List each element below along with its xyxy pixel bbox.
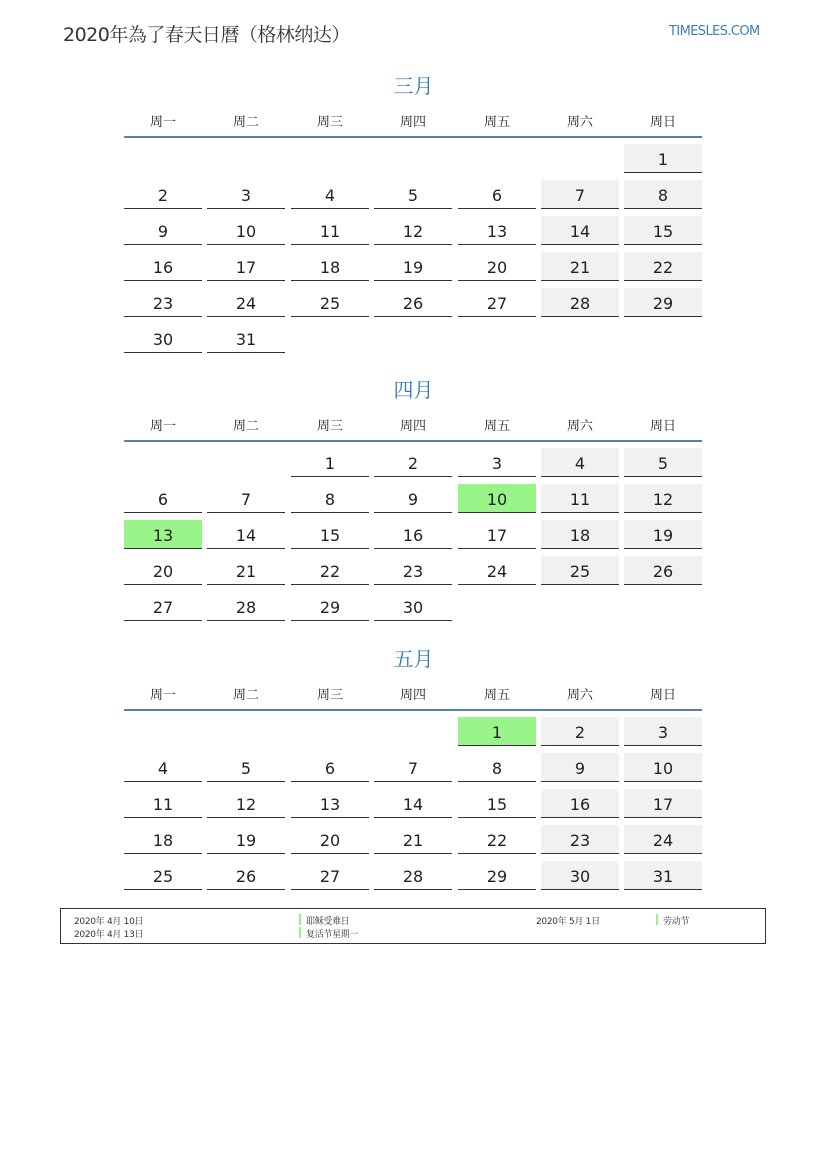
weekday-header: 周一 xyxy=(149,419,176,434)
day-cell: 29 xyxy=(624,288,702,317)
legend-holiday-name: 劳动节 xyxy=(656,914,689,927)
day-cell: 15 xyxy=(624,216,702,245)
day-cell: 19 xyxy=(374,252,452,281)
day-cell: 12 xyxy=(374,216,452,245)
header-rule xyxy=(124,136,702,138)
day-cell: 25 xyxy=(291,288,369,317)
day-cell: 20 xyxy=(458,252,536,281)
day-cell: 1 xyxy=(458,717,536,746)
weekday-header: 周三 xyxy=(316,688,343,703)
day-cell: 16 xyxy=(541,789,619,818)
day-cell: 4 xyxy=(541,448,619,477)
day-cell: 31 xyxy=(624,861,702,890)
day-cell: 28 xyxy=(374,861,452,890)
holiday-legend xyxy=(60,908,766,944)
day-cell: 24 xyxy=(207,288,285,317)
day-cell: 3 xyxy=(207,180,285,209)
day-cell: 15 xyxy=(458,789,536,818)
weekday-header: 周六 xyxy=(566,115,593,130)
day-cell: 26 xyxy=(207,861,285,890)
weekday-header: 周四 xyxy=(399,115,426,130)
legend-holiday-name: 耶稣受难日 xyxy=(299,914,350,927)
day-cell: 22 xyxy=(624,252,702,281)
site-link[interactable]: TIMESLES.COM xyxy=(669,24,760,39)
legend-date: 2020年 4月 10日 xyxy=(74,917,144,927)
day-cell: 8 xyxy=(458,753,536,782)
day-cell: 30 xyxy=(541,861,619,890)
day-cell: 3 xyxy=(458,448,536,477)
weekday-header: 周三 xyxy=(316,115,343,130)
weekday-header: 周二 xyxy=(232,115,259,130)
day-cell: 17 xyxy=(624,789,702,818)
day-cell: 28 xyxy=(541,288,619,317)
day-cell: 21 xyxy=(374,825,452,854)
day-cell: 24 xyxy=(624,825,702,854)
day-cell: 5 xyxy=(207,753,285,782)
day-cell: 9 xyxy=(541,753,619,782)
header-rule xyxy=(124,440,702,442)
legend-holiday-name: 复活节星期一 xyxy=(299,927,358,940)
month-title: 五月 xyxy=(393,647,434,671)
day-cell: 9 xyxy=(124,216,202,245)
day-cell: 6 xyxy=(291,753,369,782)
day-cell: 18 xyxy=(291,252,369,281)
day-cell: 4 xyxy=(291,180,369,209)
day-cell: 5 xyxy=(374,180,452,209)
day-cell: 22 xyxy=(291,556,369,585)
day-cell: 28 xyxy=(207,592,285,621)
day-cell: 20 xyxy=(291,825,369,854)
day-cell: 14 xyxy=(541,216,619,245)
day-cell: 22 xyxy=(458,825,536,854)
weekday-header: 周日 xyxy=(649,419,676,434)
day-cell: 19 xyxy=(207,825,285,854)
day-cell: 21 xyxy=(207,556,285,585)
weekday-header: 周二 xyxy=(232,419,259,434)
weekday-header: 周三 xyxy=(316,419,343,434)
day-cell: 2 xyxy=(124,180,202,209)
day-cell: 13 xyxy=(458,216,536,245)
day-cell: 7 xyxy=(541,180,619,209)
day-cell: 16 xyxy=(124,252,202,281)
weekday-header: 周六 xyxy=(566,419,593,434)
day-cell: 2 xyxy=(374,448,452,477)
day-cell: 8 xyxy=(624,180,702,209)
legend-date: 2020年 5月 1日 xyxy=(536,917,600,927)
legend-date: 2020年 4月 13日 xyxy=(74,930,144,940)
day-cell: 18 xyxy=(541,520,619,549)
day-cell: 1 xyxy=(624,144,702,173)
day-cell: 20 xyxy=(124,556,202,585)
day-cell: 23 xyxy=(541,825,619,854)
weekday-header: 周四 xyxy=(399,688,426,703)
day-cell: 10 xyxy=(458,484,536,513)
day-cell: 6 xyxy=(124,484,202,513)
day-cell: 30 xyxy=(124,324,202,353)
day-cell: 5 xyxy=(624,448,702,477)
day-cell: 7 xyxy=(374,753,452,782)
weekday-header: 周一 xyxy=(149,688,176,703)
weekday-header: 周五 xyxy=(483,419,510,434)
day-cell: 13 xyxy=(124,520,202,549)
day-cell: 11 xyxy=(124,789,202,818)
weekday-header: 周六 xyxy=(566,688,593,703)
day-cell: 14 xyxy=(374,789,452,818)
day-cell: 12 xyxy=(624,484,702,513)
day-cell: 27 xyxy=(291,861,369,890)
day-cell: 9 xyxy=(374,484,452,513)
day-cell: 25 xyxy=(124,861,202,890)
day-cell: 19 xyxy=(624,520,702,549)
day-cell: 23 xyxy=(374,556,452,585)
day-cell: 11 xyxy=(291,216,369,245)
weekday-header: 周日 xyxy=(649,115,676,130)
day-cell: 23 xyxy=(124,288,202,317)
day-cell: 16 xyxy=(374,520,452,549)
month-title: 三月 xyxy=(393,74,434,98)
day-cell: 10 xyxy=(207,216,285,245)
day-cell: 1 xyxy=(291,448,369,477)
day-cell: 31 xyxy=(207,324,285,353)
day-cell: 24 xyxy=(458,556,536,585)
day-cell: 8 xyxy=(291,484,369,513)
day-cell: 10 xyxy=(624,753,702,782)
day-cell: 13 xyxy=(291,789,369,818)
day-cell: 4 xyxy=(124,753,202,782)
weekday-header: 周二 xyxy=(232,688,259,703)
day-cell: 27 xyxy=(458,288,536,317)
day-cell: 17 xyxy=(207,252,285,281)
day-cell: 15 xyxy=(291,520,369,549)
day-cell: 11 xyxy=(541,484,619,513)
day-cell: 17 xyxy=(458,520,536,549)
day-cell: 29 xyxy=(458,861,536,890)
day-cell: 12 xyxy=(207,789,285,818)
weekday-header: 周四 xyxy=(399,419,426,434)
day-cell: 29 xyxy=(291,592,369,621)
page-title: 2020年為了春天日曆（格林纳达） xyxy=(63,24,350,46)
day-cell: 30 xyxy=(374,592,452,621)
weekday-header: 周五 xyxy=(483,115,510,130)
weekday-header: 周日 xyxy=(649,688,676,703)
header-rule xyxy=(124,709,702,711)
day-cell: 25 xyxy=(541,556,619,585)
day-cell: 3 xyxy=(624,717,702,746)
month-title: 四月 xyxy=(393,378,434,402)
day-cell: 26 xyxy=(624,556,702,585)
day-cell: 21 xyxy=(541,252,619,281)
day-cell: 26 xyxy=(374,288,452,317)
day-cell: 7 xyxy=(207,484,285,513)
weekday-header: 周五 xyxy=(483,688,510,703)
day-cell: 27 xyxy=(124,592,202,621)
day-cell: 6 xyxy=(458,180,536,209)
day-cell: 18 xyxy=(124,825,202,854)
weekday-header: 周一 xyxy=(149,115,176,130)
day-cell: 2 xyxy=(541,717,619,746)
day-cell: 14 xyxy=(207,520,285,549)
